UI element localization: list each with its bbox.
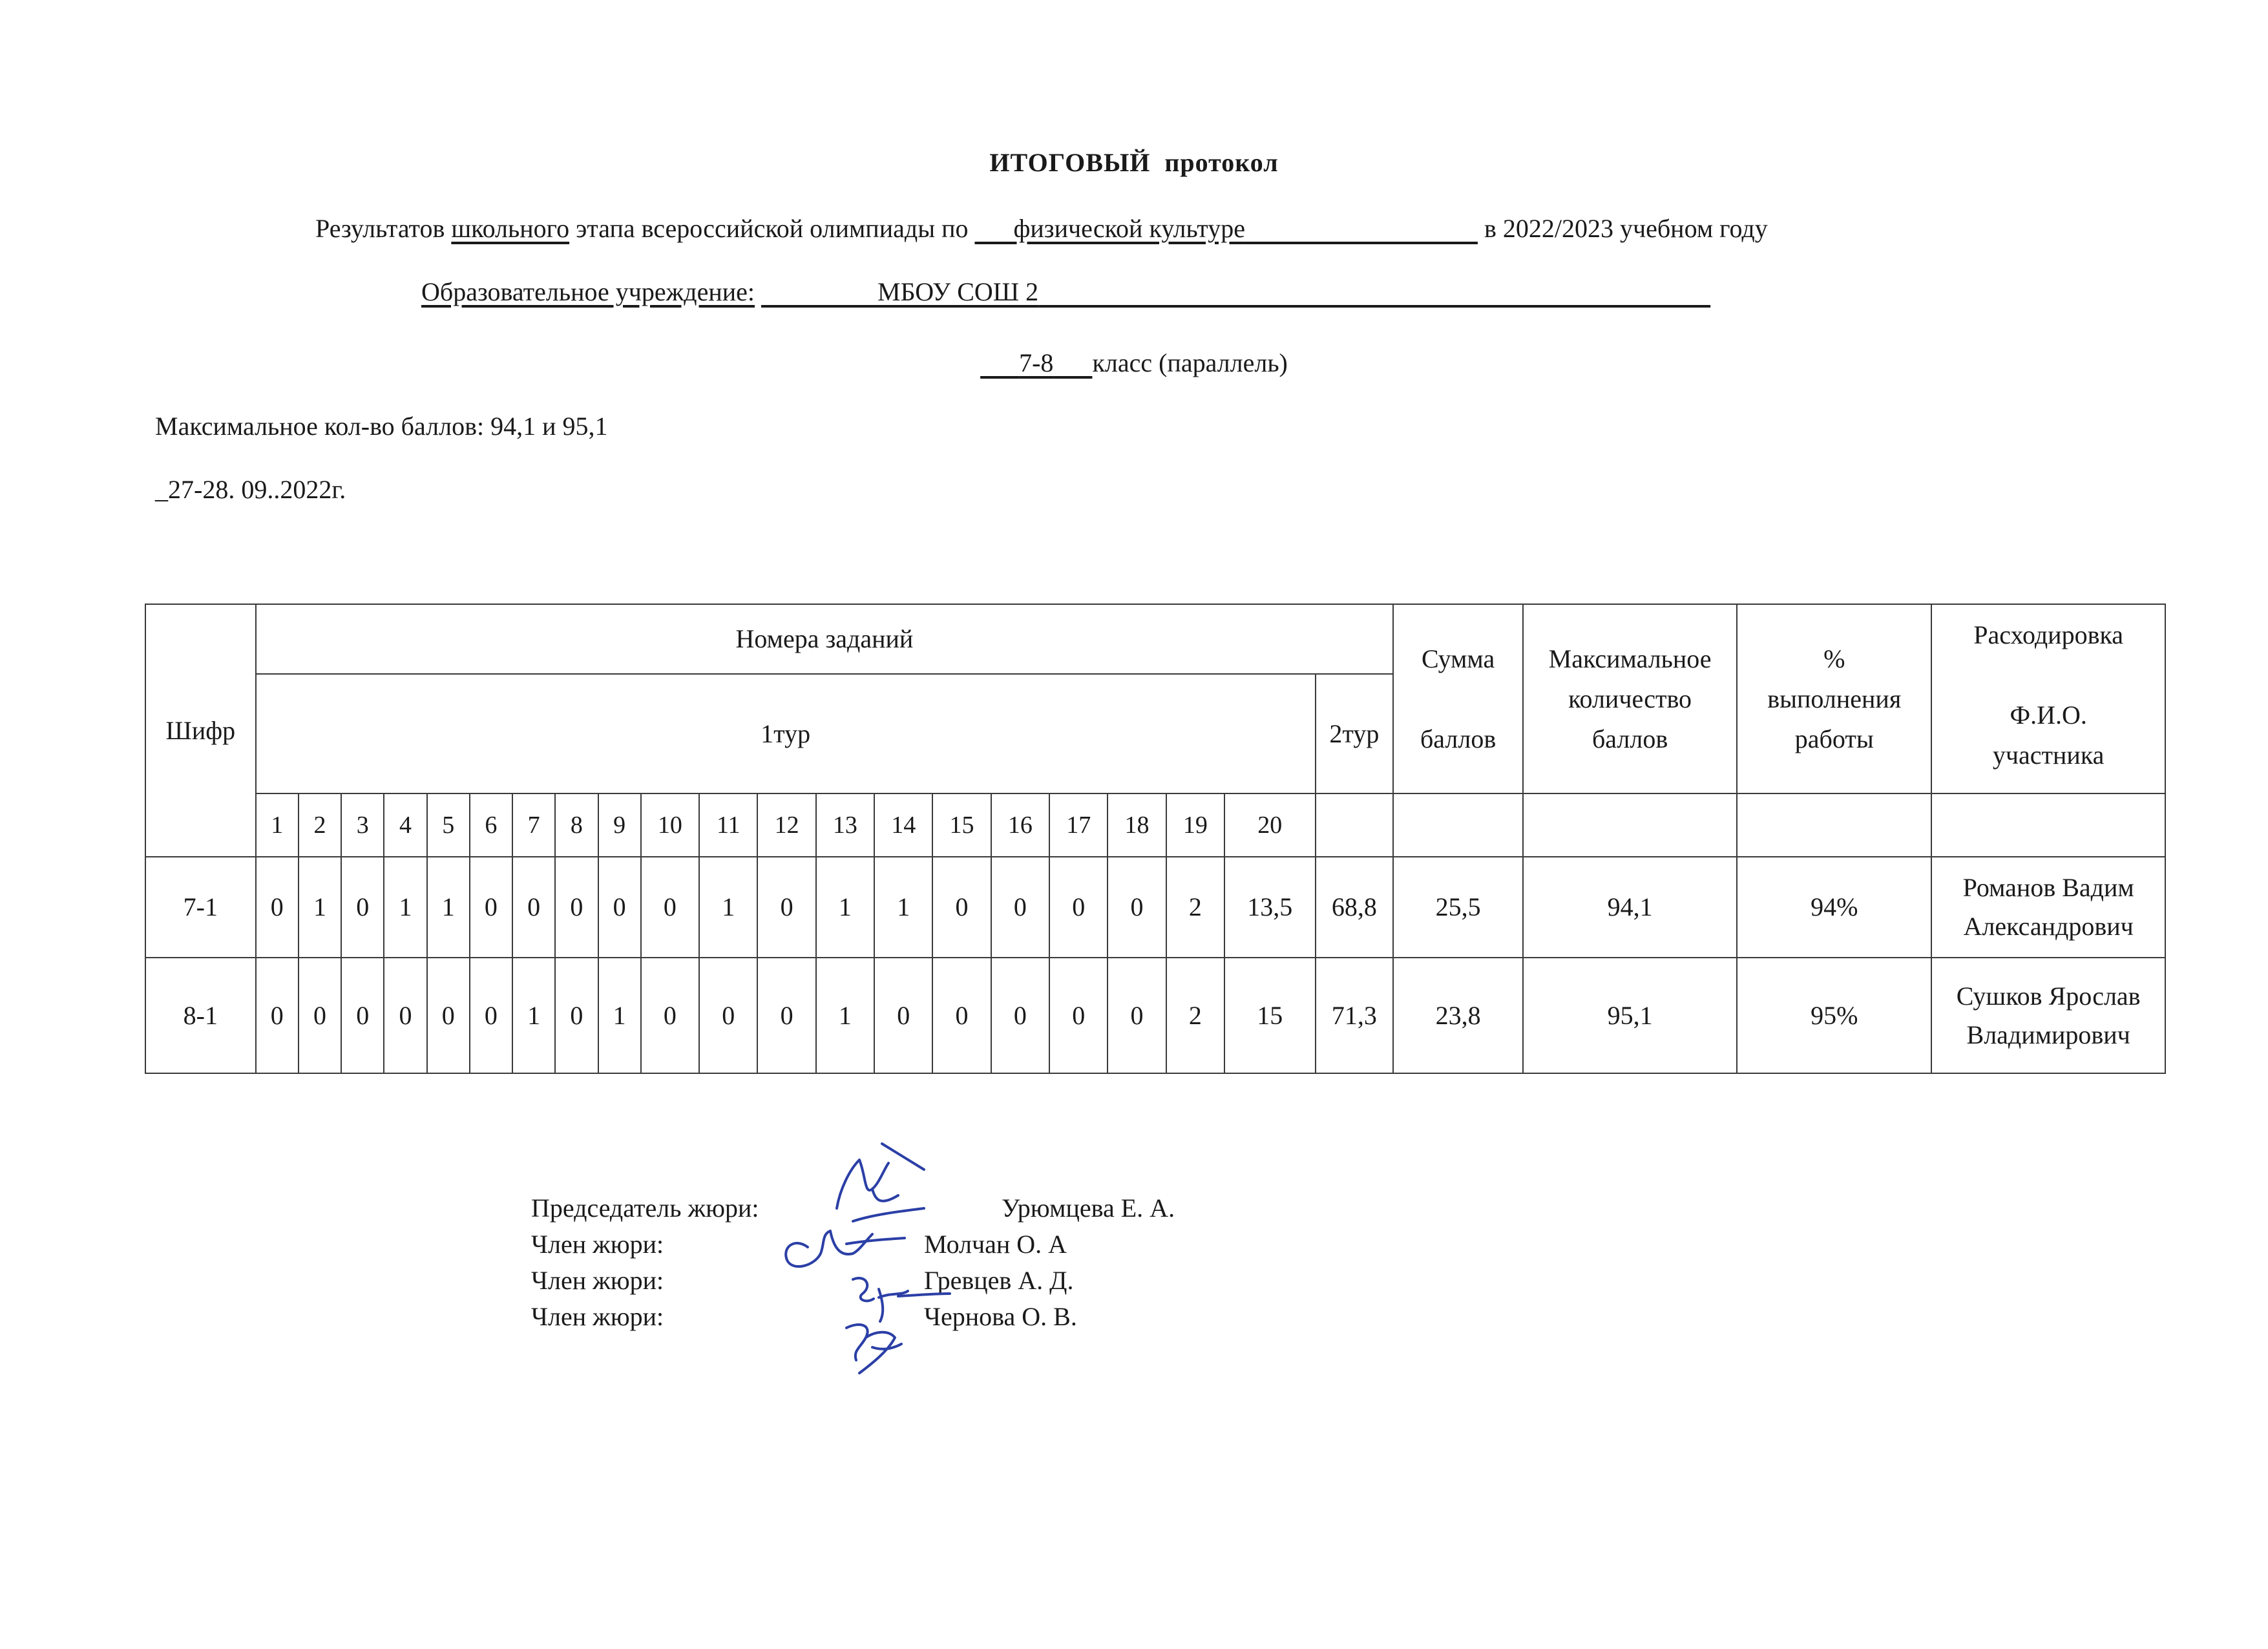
results-school: школьного <box>451 214 570 243</box>
task-score: 1 <box>816 958 874 1073</box>
participant-patronymic: Владимирович <box>1966 1020 2130 1049</box>
sum-score: 23,8 <box>1393 958 1523 1073</box>
task-number: 1 <box>256 793 299 857</box>
task-score: 1 <box>598 958 641 1073</box>
task-number: 6 <box>470 793 512 857</box>
institution-line <box>421 277 1710 307</box>
institution-label: Образовательное учреждение: <box>421 277 755 306</box>
results-line <box>315 213 1768 244</box>
task-score: 0 <box>641 958 699 1073</box>
task-number: 5 <box>427 793 470 857</box>
task-score: 1 <box>384 857 426 958</box>
jury-name: Молчан О. А <box>924 1230 1067 1259</box>
header-percent <box>1737 604 1931 793</box>
header-max-line-1: Максимальное <box>1548 644 1712 673</box>
participant-patronymic: Александрович <box>1963 912 2134 941</box>
year-text: в 2022/2023 учебном году <box>1484 214 1768 243</box>
header-decode-line-2: Ф.И.О. <box>2010 700 2087 730</box>
header-sum-line-1: Сумма <box>1421 644 1495 673</box>
handwritten-signature-icon <box>769 1124 963 1396</box>
jury-name: Гревцев А. Д. <box>924 1266 1074 1295</box>
task-score: 0 <box>384 958 426 1073</box>
title-part-1: ИТОГОВЫЙ <box>989 148 1151 177</box>
task-number: 20 <box>1224 793 1316 857</box>
task-score: 0 <box>341 857 384 958</box>
header-round-2: 2тур <box>1316 674 1394 793</box>
task-score: 0 <box>991 857 1049 958</box>
task-score: 0 <box>256 857 299 958</box>
subject-value: физической культуре <box>1013 214 1245 243</box>
header-round-1: 1тур <box>256 674 1316 793</box>
task-number: 14 <box>874 793 932 857</box>
task-number-row <box>145 793 2165 857</box>
task-number: 7 <box>512 793 555 857</box>
participant-name <box>1931 857 2165 958</box>
sum-score: 25,5 <box>1393 857 1523 958</box>
task-score: 0 <box>641 857 699 958</box>
task-score: 2 <box>1166 958 1224 1073</box>
round-2-score: 68,8 <box>1316 857 1394 958</box>
task-number: 2 <box>299 793 341 857</box>
task-number: 19 <box>1166 793 1224 857</box>
task-number: 9 <box>598 793 641 857</box>
header-row-1 <box>145 604 2165 674</box>
page-title <box>0 147 2268 178</box>
task-number: 4 <box>384 793 426 857</box>
results-prefix: Результатов <box>315 214 445 243</box>
header-max-line-3: баллов <box>1591 724 1668 753</box>
header-max-line-2: количество <box>1568 684 1692 713</box>
header-percent-line-2: выполнения <box>1767 684 1902 713</box>
task-score: 2 <box>1166 857 1224 958</box>
task-score: 0 <box>1049 958 1108 1073</box>
task-score: 0 <box>932 857 991 958</box>
round-2-score: 71,3 <box>1316 958 1394 1073</box>
task-score: 1 <box>699 857 757 958</box>
jury-role: Член жюри: <box>531 1230 664 1259</box>
table-row <box>145 958 2165 1073</box>
header-decode-line-3: участника <box>1992 740 2105 770</box>
header-max <box>1523 604 1737 793</box>
task-score: 0 <box>299 958 341 1073</box>
task-number: 10 <box>641 793 699 857</box>
task-score: 0 <box>470 857 512 958</box>
header-cipher: Шифр <box>145 604 256 857</box>
jury-role: Председатель жюри: <box>531 1193 759 1223</box>
task-number: 17 <box>1049 793 1108 857</box>
title-part-2: протокол <box>1164 148 1279 177</box>
task-number: 3 <box>341 793 384 857</box>
task-score: 13,5 <box>1224 857 1316 958</box>
header-decode-line-1: Расходировка <box>1973 620 2124 649</box>
task-number: 16 <box>991 793 1049 857</box>
grade-suffix: класс (параллель) <box>1092 348 1288 377</box>
header-percent-line-1: % <box>1823 644 1845 673</box>
task-score: 0 <box>598 857 641 958</box>
empty-cell <box>1737 793 1931 857</box>
task-score: 0 <box>470 958 512 1073</box>
max-score: 94,1 <box>1523 857 1737 958</box>
jury-name: Урюмцева Е. А. <box>1002 1193 1175 1223</box>
task-score: 0 <box>256 958 299 1073</box>
empty-cell <box>1523 793 1737 857</box>
header-decode <box>1931 604 2165 793</box>
task-score: 1 <box>512 958 555 1073</box>
grade-value: 7-8 <box>1019 348 1054 377</box>
results-table <box>145 604 2166 1074</box>
task-score: 1 <box>299 857 341 958</box>
jury-name: Чернова О. В. <box>924 1302 1077 1331</box>
percent-score: 94% <box>1737 857 1931 958</box>
task-score: 0 <box>1049 857 1108 958</box>
task-number: 11 <box>699 793 757 857</box>
empty-cell <box>1316 793 1394 857</box>
max-score: 95,1 <box>1523 958 1737 1073</box>
header-percent-line-3: работы <box>1794 724 1874 753</box>
participant-name <box>1931 958 2165 1073</box>
task-number: 15 <box>932 793 991 857</box>
task-score: 0 <box>932 958 991 1073</box>
max-points-line: Максимальное кол-во баллов: 94,1 и 95,1 <box>155 412 608 441</box>
task-score: 0 <box>427 958 470 1073</box>
task-score: 0 <box>1108 857 1166 958</box>
task-score: 0 <box>555 958 598 1073</box>
empty-cell <box>1931 793 2165 857</box>
grade-line <box>0 348 2268 378</box>
participant-surname: Романов Вадим <box>1962 873 2134 903</box>
task-score: 0 <box>874 958 932 1073</box>
institution-field <box>761 277 1710 306</box>
task-number: 8 <box>555 793 598 857</box>
header-sum <box>1393 604 1523 793</box>
task-score: 0 <box>1108 958 1166 1073</box>
task-score: 0 <box>512 857 555 958</box>
task-score: 0 <box>699 958 757 1073</box>
empty-cell <box>1393 793 1523 857</box>
jury-role: Член жюри: <box>531 1302 664 1331</box>
task-number: 13 <box>816 793 874 857</box>
task-number: 12 <box>757 793 815 857</box>
task-score: 1 <box>816 857 874 958</box>
subject-field <box>974 214 1477 243</box>
header-task-numbers: Номера заданий <box>256 604 1394 674</box>
row-cipher: 7-1 <box>145 857 256 958</box>
results-middle: этапа всероссийской олимпиады по <box>576 214 969 243</box>
task-score: 0 <box>991 958 1049 1073</box>
row-cipher: 8-1 <box>145 958 256 1073</box>
grade-field <box>980 348 1092 377</box>
task-score: 15 <box>1224 958 1316 1073</box>
percent-score: 95% <box>1737 958 1931 1073</box>
task-score: 1 <box>874 857 932 958</box>
task-score: 0 <box>757 958 815 1073</box>
task-score: 0 <box>555 857 598 958</box>
task-score: 0 <box>341 958 384 1073</box>
table-row <box>145 857 2165 958</box>
institution-name: МБОУ СОШ 2 <box>877 277 1039 306</box>
date-line: _27-28. 09..2022г. <box>155 475 346 504</box>
participant-surname: Сушков Ярослав <box>1956 981 2141 1011</box>
task-score: 1 <box>427 857 470 958</box>
header-sum-line-2: баллов <box>1420 724 1496 753</box>
task-number: 18 <box>1108 793 1166 857</box>
task-score: 0 <box>757 857 815 958</box>
jury-role: Член жюри: <box>531 1266 664 1295</box>
